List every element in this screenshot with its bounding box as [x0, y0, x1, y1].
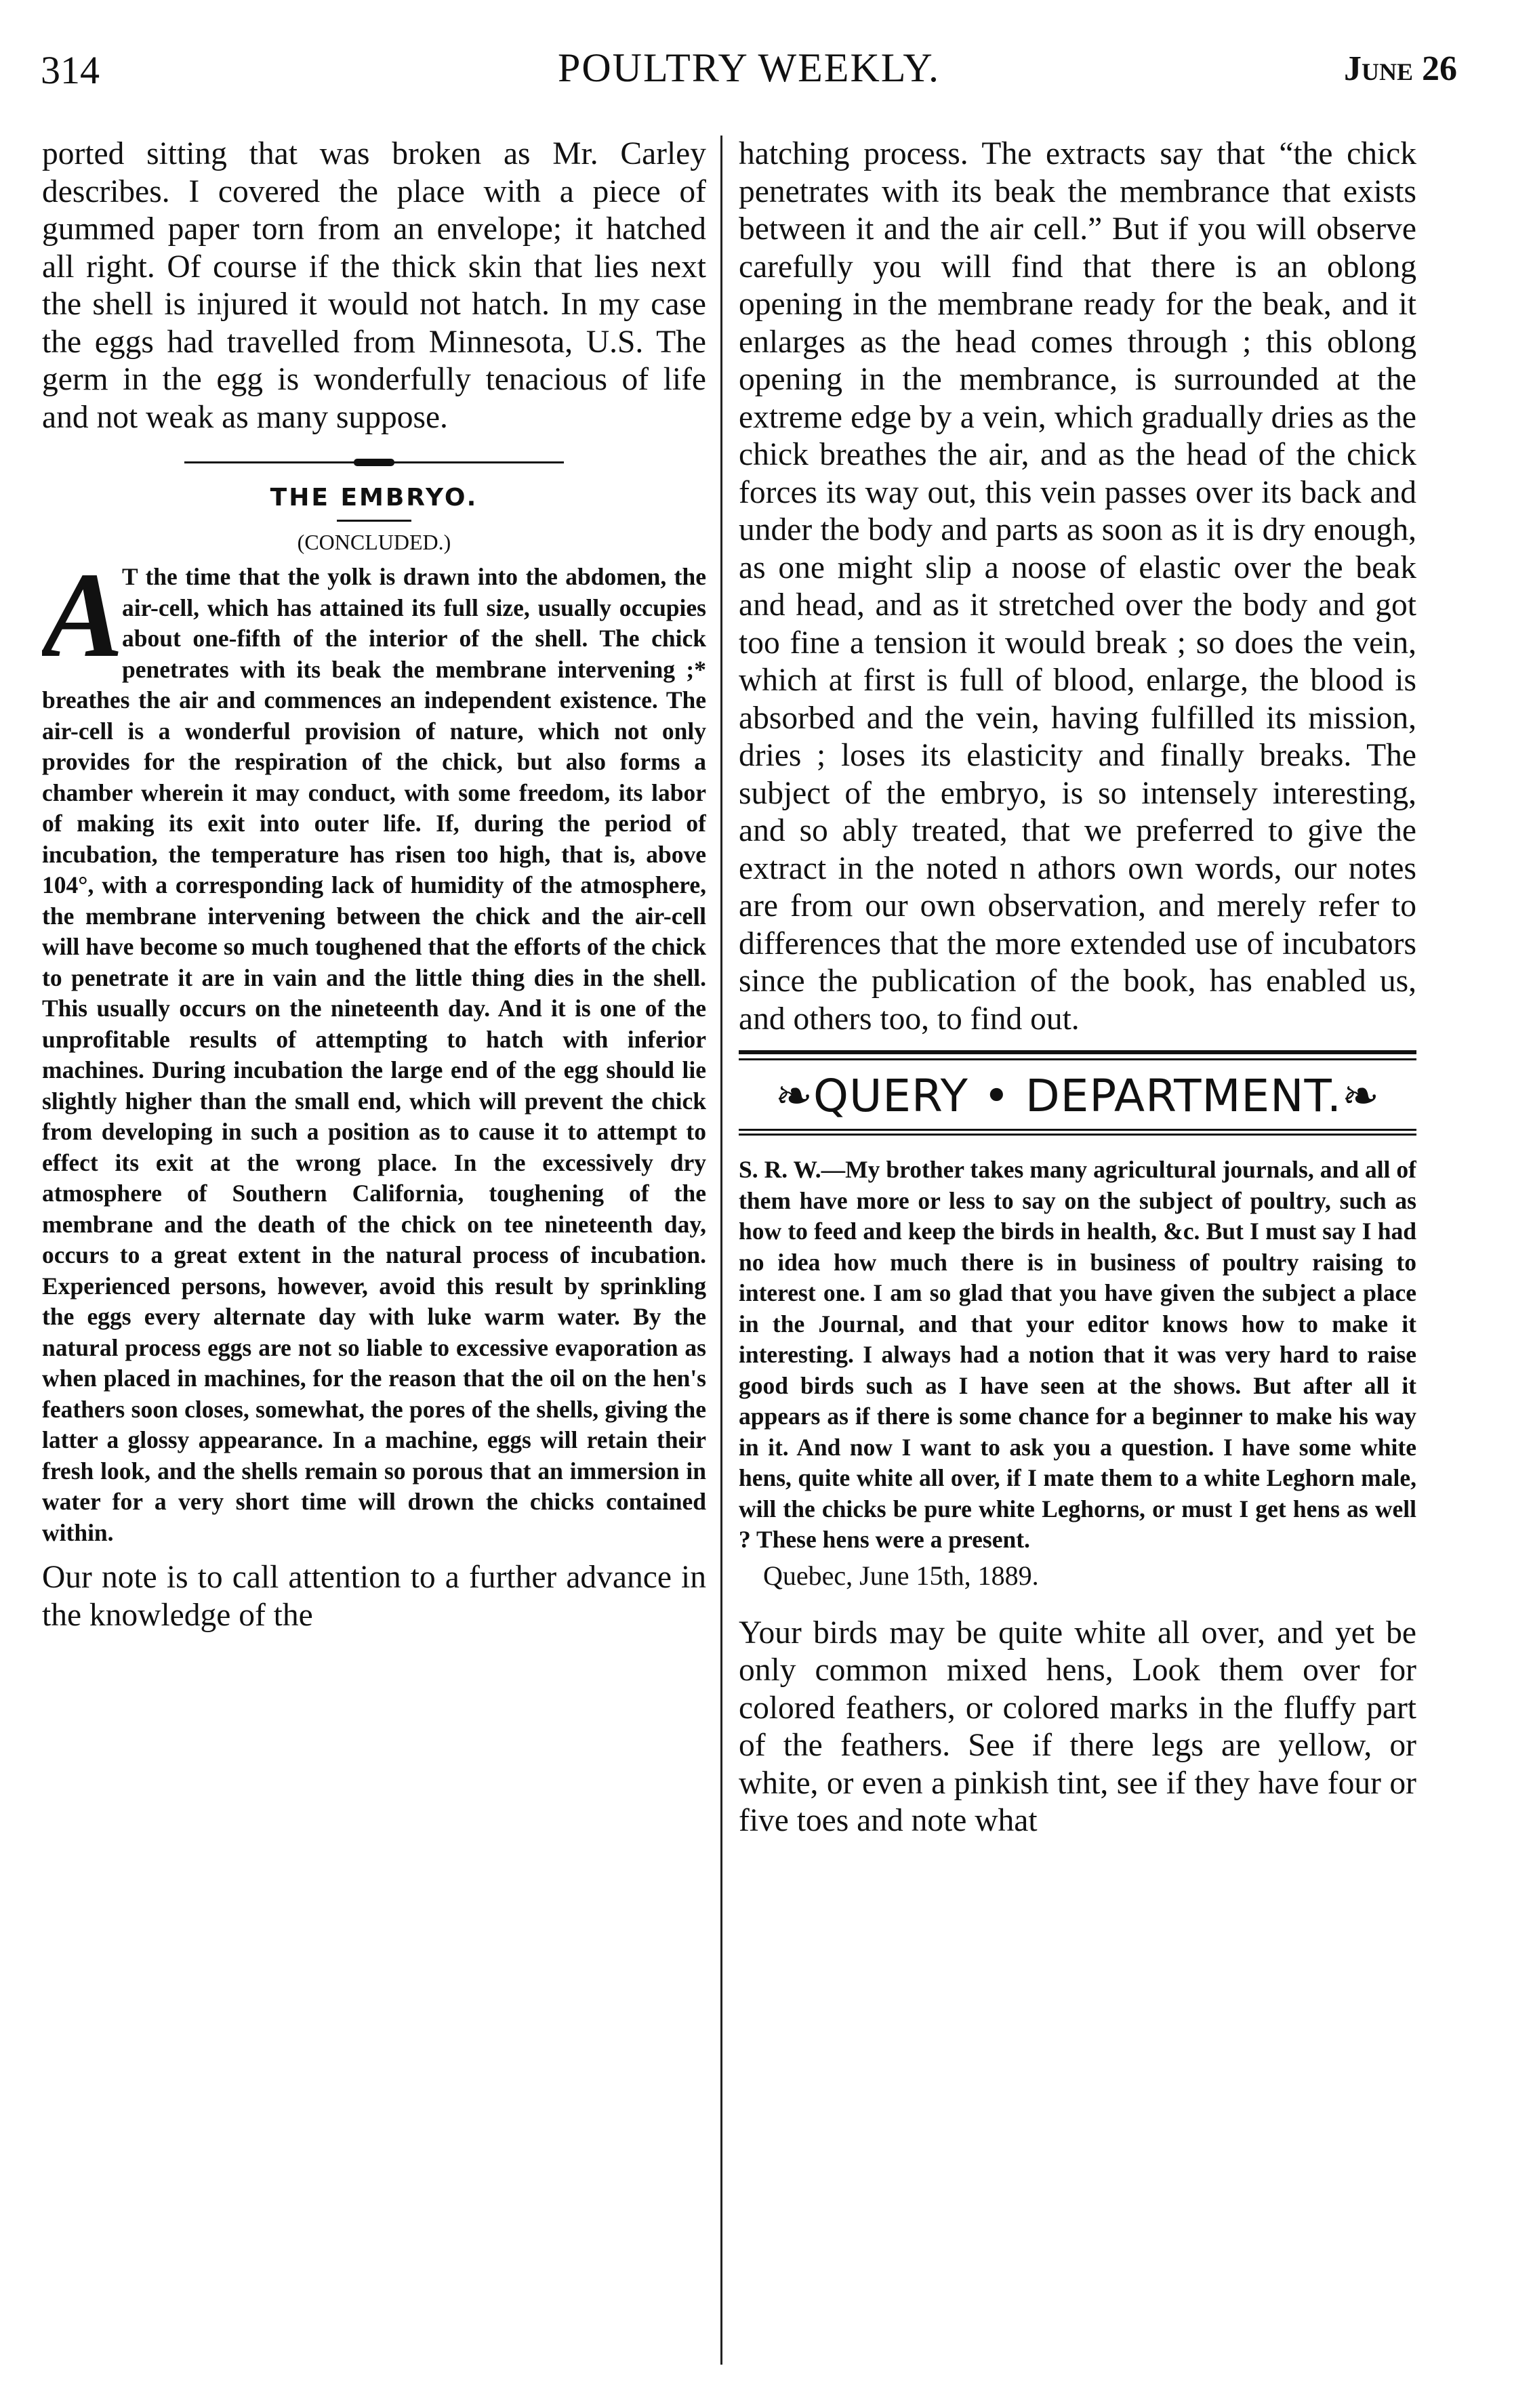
page-number: 314: [41, 48, 100, 92]
column-divider: [720, 136, 722, 2365]
department-top-rule: [739, 1050, 1416, 1060]
closing-paragraph: Our note is to call attention to a further advance in the knowledge of the: [42, 1560, 706, 1633]
issue-date: June 26: [1343, 49, 1457, 88]
section-divider-ornament: [184, 455, 564, 469]
drop-cap-letter: A: [42, 547, 124, 682]
query-signature: Quebec, June 15th, 1889.: [763, 1560, 1039, 1591]
query-department-title: ❧QUERY • DEPARTMENT.❧: [775, 1070, 1381, 1122]
department-rule-1: [739, 1129, 1416, 1131]
article-heading: THE EMBRYO.: [270, 484, 478, 512]
article-body: T the time that the yolk is drawn into the abdomen, the air-cell, which has attained its full size, usually occupies about one-fifth of the interior of the shell. The chick penetrates with its beak the membrane intervening ;* breathes the air and commences an independent existence. The air-cell is a wonderful provision of nature, which not only provides for the respiration of the chick, but also forms a chamber wherein it may conduct, with some freedom, its labor of making its exit into outer life. If, during the period of incubation, the temperature has risen too high, that is, above 104°, with a corresponding lack of humidity of the atmosphere, the membrane intervening between the chick and the air-cell will have become so much toughened that the efforts of the chick to penetrate it are in vain and the little thing dies in the shell. This usually occurs on the nineteenth day. And it is one of the unprofitable results of attempting to hatch with inferior machines. During incubation the large end of the egg should lie slightly higher than the small end, which will prevent the chick from developing in such a position as to cause it to attempt to effect its exit at the wrong place. In the excessively dry atmosphere of Southern California, toughening of the membrane and the death of the chick on tee nineteenth day, occurs to a great extent in the natural process of incubation. Experienced persons, however, avoid this result by sprinkling the eggs every alternate day with luke warm water. By the natural process eggs are not so liable to excessive evaporation as when placed in machines, for the reason that the oil on the hen's feathers soon closes, somewhat, the pores of the shells, giving the latter a glossy appearance. In a machine, eggs will retain their fresh look, and the shells remain so porous that an immersion in water for a very short time will drown the chicks contained within.: [42, 563, 706, 1546]
embryo-article: [42, 484, 706, 1548]
heading-rule: [337, 520, 411, 522]
article-subheading: (CONCLUDED.): [297, 530, 451, 554]
continuation-paragraph: hatching process. The extracts say that “the chick penetrates with its beak the membrance that exists between it and the air cell.” But if you will observe carefully you will find that there is an oblong opening in the membrane ready for the beak, and it enlarges as the head comes through ; this oblong opening in the membrance, is surrounded at the extreme edge by a vein, which gradually dries as the chick breathes the air, and as the head of the chick forces its way out, this vein passes over its back and under the body and parts as soon as it is dry enough, as one might slip a noose of elastic over the beak and head, and as it stretched over the body and got too fine a tension it would break ; so does the vein, which at first is full of blood, enlarge, the blood is absorbed and the vein, having fulfilled its mission, dries ; loses its elasticity and finally breaks. The subject of the embryo, is so intensely interesting, and so ably treated, that we preferred to give the extract in the noted n athors own words, our notes are from our own observation, and merely refer to differences that the more extended use of incubators since the publication of the book, has enabled us, and others too, to find out.: [739, 136, 1416, 1037]
query-letter: S. R. W.—My brother takes many agricultural journals, and all of them have more or less to say on the subject of poultry, such as how to feed and keep the birds in health, &c. But I must say I had no idea how much there is in business of poultry raising to interest one. I am so glad that you have given the subject a place in the Journal, and that your editor knows how to make it interesting. I always had a notion that it was very hard to raise good birds such as I have seen at the shows. But after all it appears as if there is some chance for a beginner to make his way in it. And now I want to ask you a question. I have some white hens, quite white all over, if I mate them to a white Leghorn male, will the chicks be pure white Leghorns, or must I get hens as well ? These hens were a present.: [739, 1156, 1416, 1553]
intro-paragraph: ported sitting that was broken as Mr. Carley describes. I covered the place with a piece of gummed paper torn from an envelope; it hatched all right. Of course if the thick skin that lies next the shell is injured it would not hatch. In my case the eggs had travelled from Minnesota, U.S. The germ in the egg is wonderfully tenacious of life and not weak as many suppose.: [42, 136, 706, 435]
page-header: [41, 41, 1457, 102]
department-rule-2: [739, 1134, 1416, 1136]
right-column: [739, 136, 1416, 2371]
editor-reply: Your birds may be quite white all over, and yet be only common mixed hens, Look them over for colored feathers, or colored marks in the fluffy part of the feathers. See if there legs are yellow, or white, or even a pinkish tint, see if they have four or five toes and note what: [739, 1615, 1416, 1838]
left-column: [42, 136, 706, 2371]
running-title: POULTRY WEEKLY.: [557, 45, 941, 90]
